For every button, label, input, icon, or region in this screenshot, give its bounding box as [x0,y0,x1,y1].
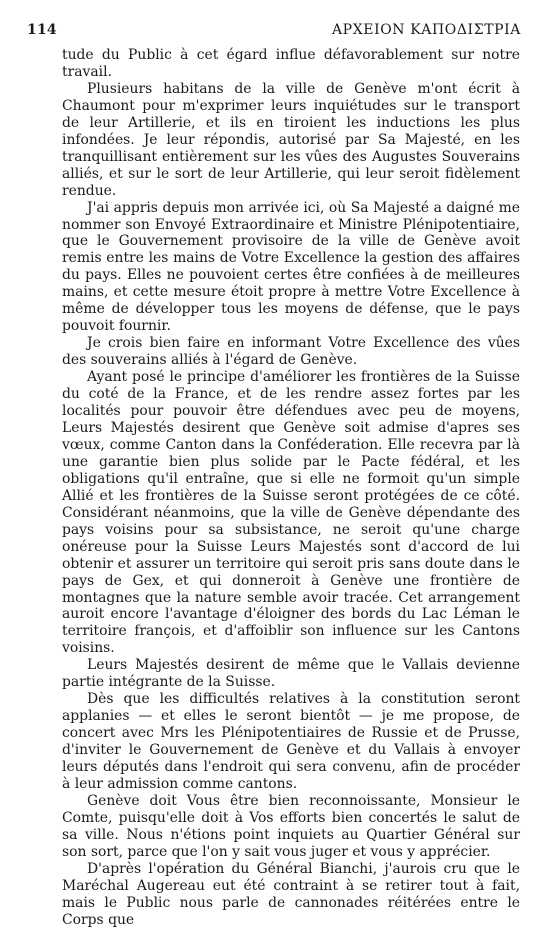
page-header [27,22,521,42]
paragraph-continuation: tude du Public à cet égard influe défavorablement sur notre travail. [62,47,520,80]
paragraph-vues: Je crois bien faire en informant Votre Excellence des vûes des souverains alliés à l'égard de Genève. [62,335,520,369]
paragraph-bianchi: D'après l'opération du Général Bianchi, j'aurois cru que le Maréchal Augereau eut été contraint à se retirer tout à fait, mais le Public nous parle de cannonades réitérées entre le Corps que [62,860,520,928]
paragraph-artillerie: Plusieurs habitans de la ville de Genève m'ont écrit à Chaumont pour m'exprimer leurs inquiétudes sur le transport de leur Artillerie, et ils en tiroient les inductions les plus infondées. Je leur répondis, autorisé par Sa Majesté, en les tranquillisant entièrement sur les vûes des Augustes Souverains alliés, et sur le sort de leur Artillerie, qui leur seroit fidèlement rendue. [62,80,520,199]
paragraph-vallais: Leurs Majestés desirent de même que le Vallais devienne partie intégrante de la Suisse. [62,657,520,691]
page-number: 114 [27,22,57,38]
paragraph-frontieres: Ayant posé le principe d'améliorer les frontières de la Suisse du coté de la France, et de les rendre assez fortes par les localités pour pouvoir être défendues avec peu de moyens, Leurs Majestés desirent que Genève soit admise d'apres ses vœux, comme Canton dans la Conféderation. Elle recevra par là une garantie bien plus solide par le Pacte fédéral, et les obligations qu'il entraîne, que si elle ne formoit qu'un simple Allié et les frontières de la Suisse seront protégées de ce côté. Considérant néanmoins, que la ville de Genève dépendante des pays voisins pour sa subsistance, ne seroit qu'une charge onéreuse pour la Suisse Leurs Majestés sont d'accord de lui obtenir et assurer un territoire qui seroit pris sans doute dans le pays de Gex, et qui donneroit à Genève une frontière de montagnes que la nature semble avoir tracée. Cet arrangement auroit encore l'avantage d'éloigner des bords du Lac Léman le territoire françois, et d'affoiblir son influence sur les Cantons voisins. [62,369,520,657]
body-text [62,47,520,929]
paragraph-geneve: Genève doit Vous être bien reconnoissante, Monsieur le Comte, puisqu'elle doit à Vos efforts bien concertés le salut de sa ville. Nous n'étions point inquiets au Quartier Général sur son sort, parce que l'on y sait vous juger et vous y apprécier. [62,792,520,860]
paragraph-constitution: Dès que les difficultés relatives à la constitution seront applanies — et elles le seront bientôt — je me propose, de concert avec Mrs les Plénipotentiaires de Russie et de Prusse, d'inviter le Gouvernement de Genève et du Vallais à envoyer leurs députés dans l'endroit qui sera convenu, afin de procéder à leur admission comme cantons. [62,691,520,792]
paragraph-envoye: J'ai appris depuis mon arrivée ici, où Sa Majesté a daigné me nommer son Envoyé Extraordinaire et Ministre Plénipotentiaire, que le Gouvernement provisoire de la ville de Genève avoit remis entre les mains de Votre Excellence la gestion des affaires du pays. Elles ne pouvoient certes être confiées à de meilleures mains, et cette mesure étoit propre à mettre Votre Excellence à même de développer tous les moyens de défense, que le pays pouvoit fournir. [62,199,520,335]
running-title: ΑΡΧΕΙΟΝ ΚΑΠΟΔΙΣΤΡΙΑ [331,22,521,38]
